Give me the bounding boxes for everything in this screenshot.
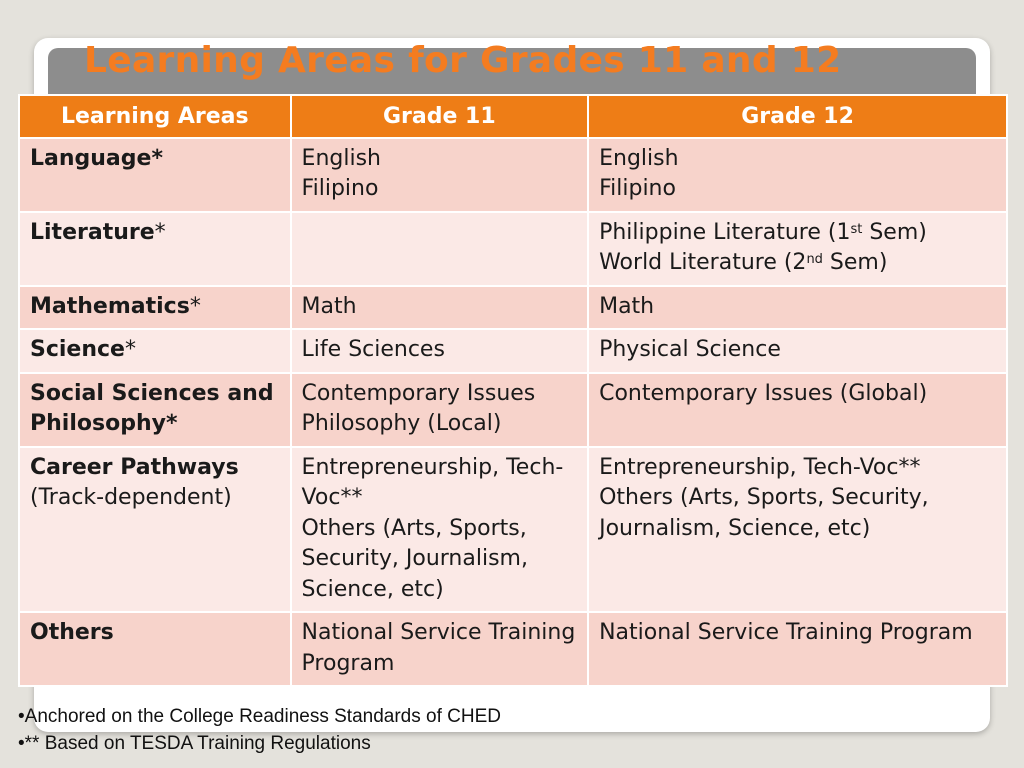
cell-grade-12: [588, 212, 1007, 286]
subject-line: Others (Arts, Sports, Security, Journalism, Science, etc): [301, 515, 528, 602]
cell-learning-area: [19, 329, 291, 373]
subject-line: Physical Science: [599, 337, 781, 362]
subject-line: Voc**: [301, 485, 363, 510]
subject-text: World Literature (2: [599, 250, 807, 275]
learning-area-name: Others: [30, 620, 114, 645]
cell-grade-12: [588, 447, 1007, 613]
slide-title: Learning Areas for Grades 11 and 12: [84, 40, 842, 81]
cell-learning-area: [19, 286, 291, 330]
subject-line: English: [599, 145, 679, 171]
cell-learning-area: [19, 447, 291, 613]
cell-learning-area: [19, 212, 291, 286]
learning-area-name: Science: [30, 337, 125, 362]
subject-text: Philippine Literature (1: [599, 219, 851, 245]
cell-grade-12: [588, 286, 1007, 330]
table-row: [19, 447, 1007, 613]
learning-area-name: Literature: [30, 219, 155, 245]
table-row: [19, 373, 1007, 447]
subject-line: Entrepreneurship, Tech-Voc**: [599, 454, 921, 480]
learning-area-name: Social Sciences and Philosophy*: [30, 380, 274, 436]
table-row: [19, 138, 1007, 212]
subject-text: Sem): [862, 219, 927, 245]
cell-grade-12: [588, 329, 1007, 373]
subject-line: Philosophy (Local): [301, 411, 502, 436]
subject-line: English: [301, 145, 381, 171]
cell-grade-11: [291, 612, 589, 686]
subject-line: Others (Arts, Sports, Security, Journalism, Science, etc): [599, 485, 929, 541]
subject-line: Life Sciences: [301, 337, 445, 362]
subject-line: National Service Training Program: [301, 620, 576, 676]
header-grade-12: Grade 12: [588, 95, 1007, 138]
learning-area-note: *: [154, 219, 166, 245]
header-learning-areas: Learning Areas: [19, 95, 291, 138]
cell-grade-11: [291, 286, 589, 330]
learning-area-note: *: [124, 337, 136, 362]
cell-learning-area: [19, 373, 291, 447]
ordinal-suffix: nd: [806, 252, 823, 267]
subject-line: Contemporary Issues: [301, 380, 536, 406]
table-row: [19, 329, 1007, 373]
footnote-tesda: •** Based on TESDA Training Regulations: [18, 733, 371, 754]
cell-grade-11: [291, 138, 589, 212]
learning-area-name: Mathematics: [30, 293, 190, 319]
ordinal-suffix: st: [850, 221, 863, 237]
subject-line: Entrepreneurship, Tech-: [301, 454, 564, 480]
learning-area-note: (Track-dependent): [30, 485, 232, 510]
table-row: [19, 612, 1007, 686]
footnotes: [18, 703, 501, 757]
cell-grade-12: [588, 612, 1007, 686]
cell-grade-12: [588, 138, 1007, 212]
subject-line: Math: [301, 293, 357, 319]
subject-line: Filipino: [599, 176, 676, 201]
header-grade-11: Grade 11: [291, 95, 589, 138]
cell-grade-11: [291, 329, 589, 373]
subject-text: Sem): [822, 250, 888, 275]
footnote-ched: •Anchored on the College Readiness Standards of CHED: [18, 706, 501, 727]
subject-line: National Service Training Program: [599, 620, 973, 645]
learning-area-name: Language*: [30, 145, 163, 171]
cell-grade-12: [588, 373, 1007, 447]
subject-line: Contemporary Issues (Global): [599, 380, 928, 406]
subject-line: Filipino: [301, 176, 379, 201]
cell-learning-area: [19, 138, 291, 212]
learning-area-note: *: [189, 293, 201, 319]
learning-area-name: Career Pathways: [30, 454, 239, 480]
cell-grade-11: [291, 212, 589, 286]
cell-learning-area: [19, 612, 291, 686]
table-row: [19, 286, 1007, 330]
table-header-row: [19, 95, 1007, 138]
cell-grade-11: [291, 447, 589, 613]
cell-grade-11: [291, 373, 589, 447]
subject-line: Math: [599, 293, 655, 319]
subject-line: [599, 218, 996, 249]
learning-areas-table: [18, 94, 1008, 687]
subject-line: [599, 248, 996, 279]
table-row: [19, 212, 1007, 286]
